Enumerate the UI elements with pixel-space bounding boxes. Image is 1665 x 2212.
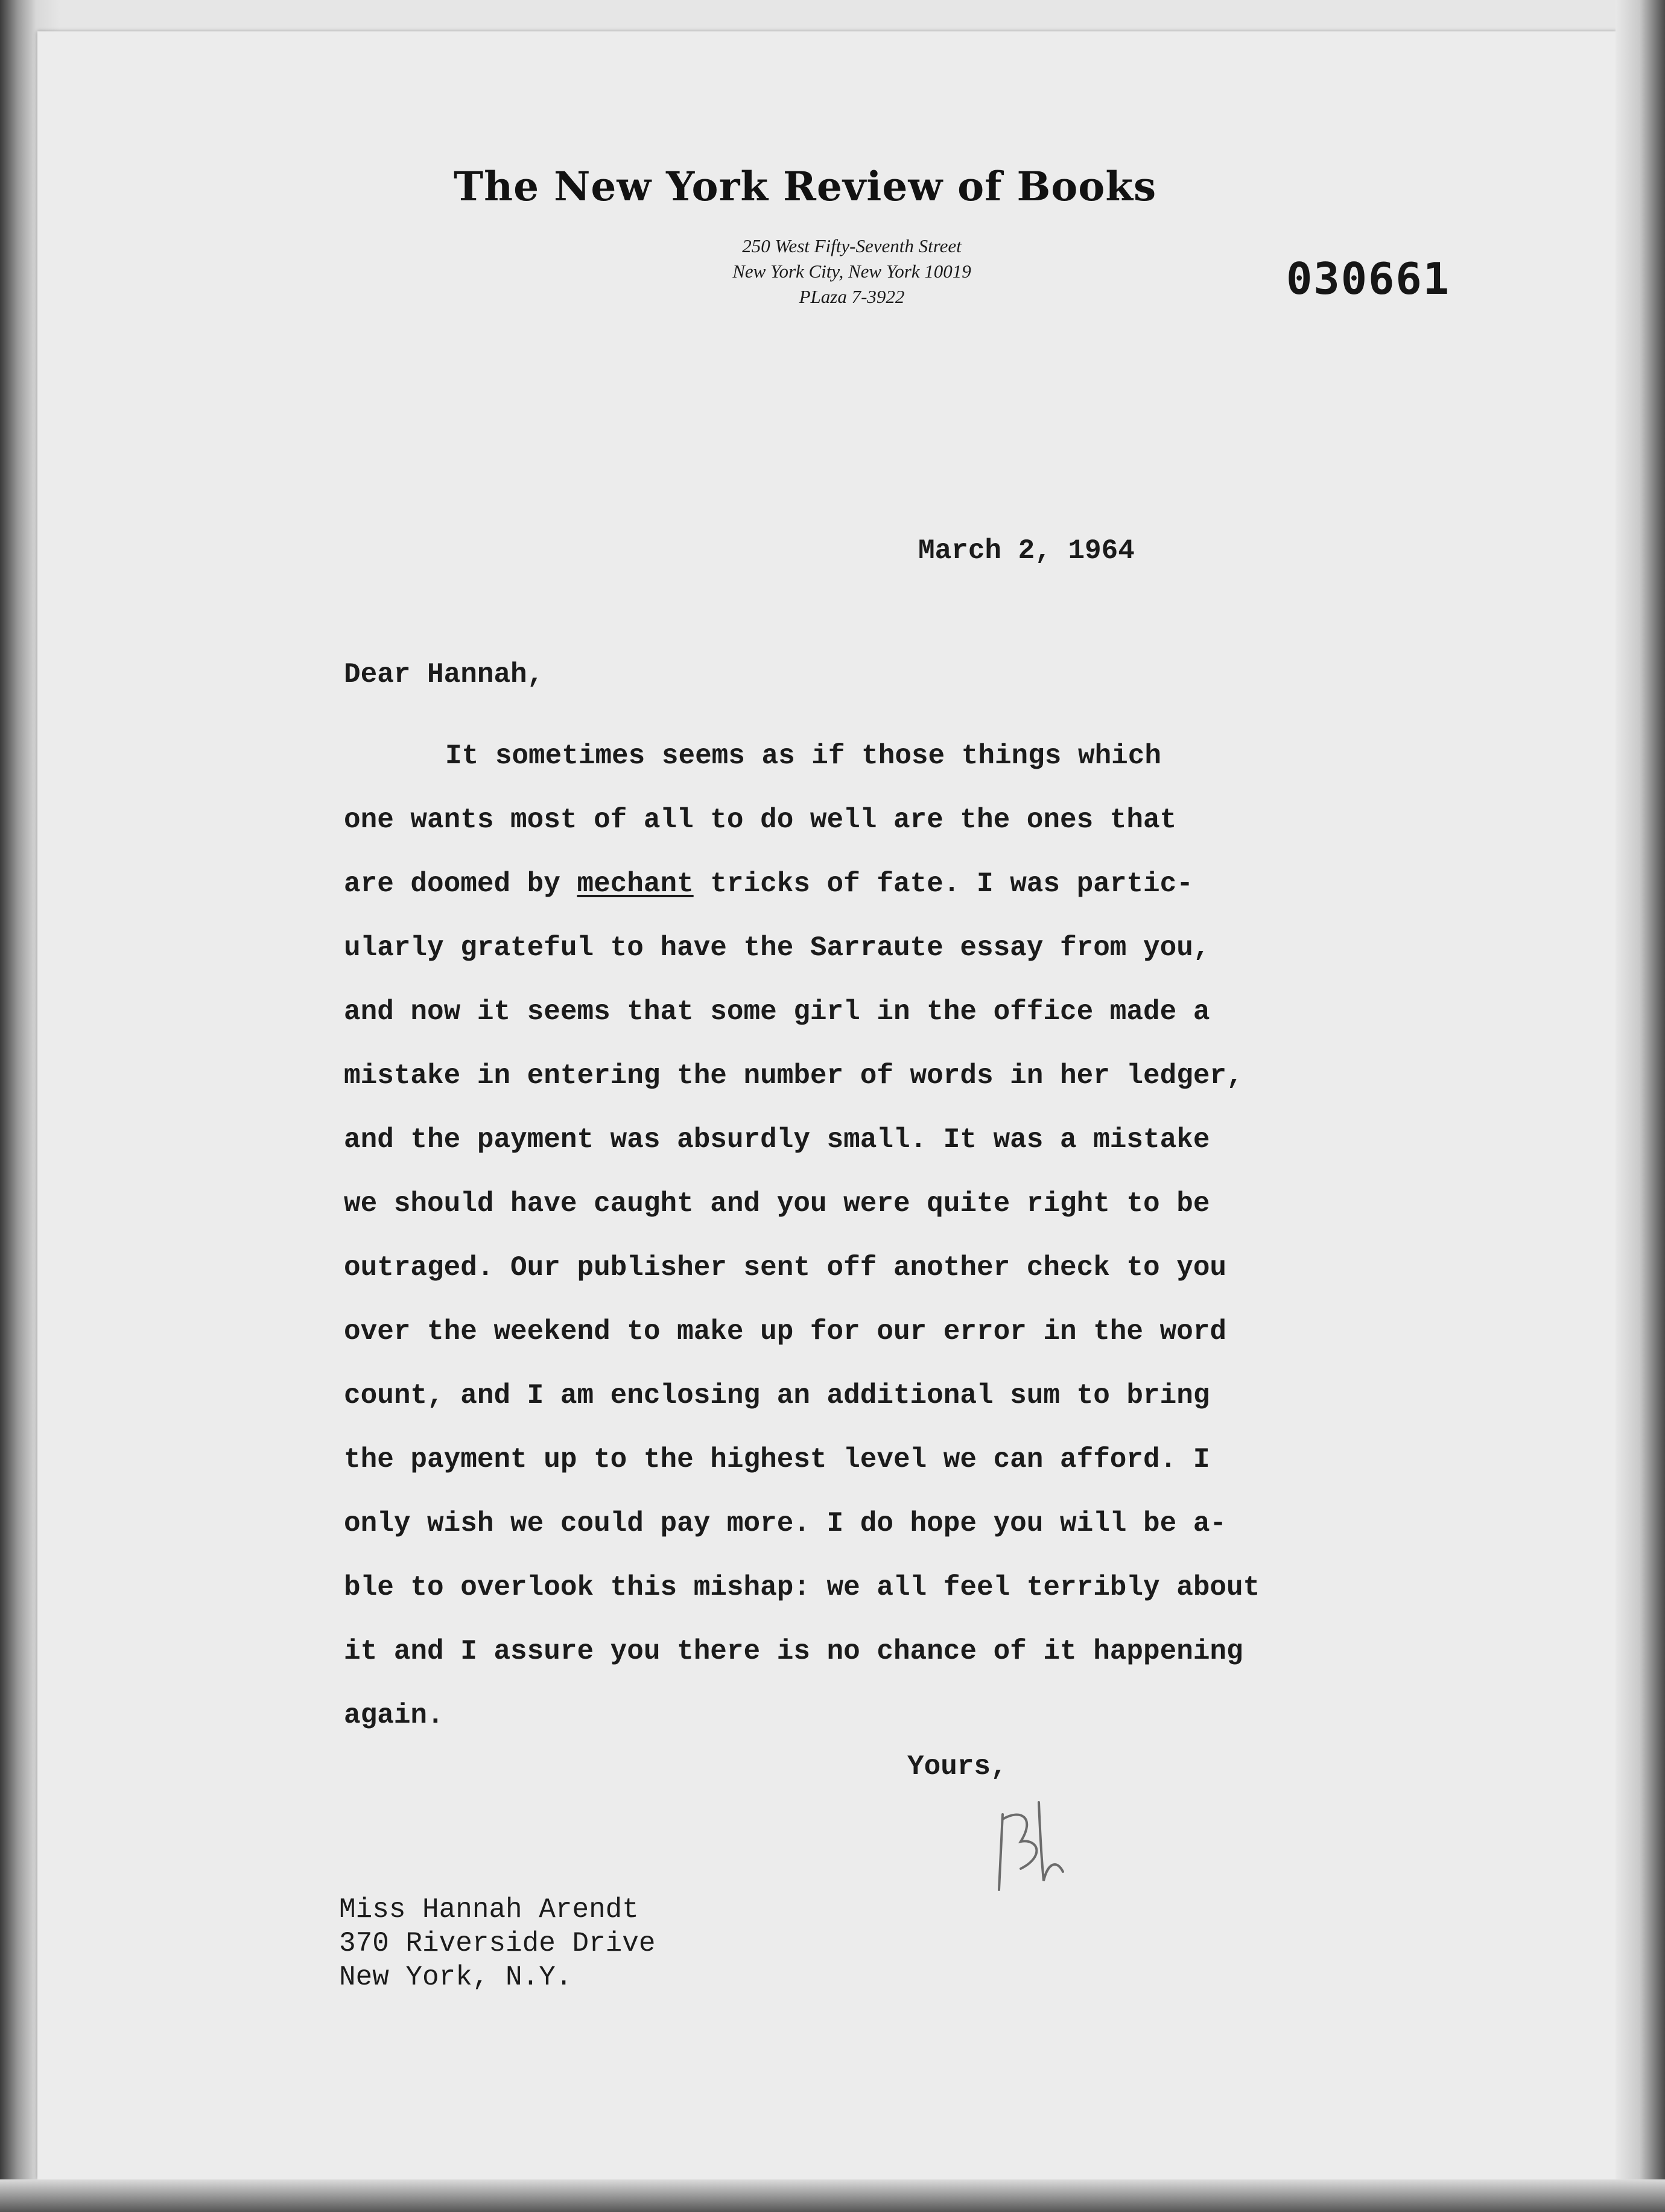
- body-line: over the weekend to make up for our error in the word: [344, 1316, 1227, 1347]
- letter-paper: [37, 31, 1617, 2179]
- address-line: 370 Riverside Drive: [339, 1928, 656, 1959]
- recipient-address: [339, 1893, 656, 1994]
- body-line: and the payment was absurdly small. It was a mistake: [344, 1124, 1210, 1155]
- body-line-fragment: tricks of fate. I was partic-: [710, 868, 1193, 900]
- letterhead-title: The New York Review of Books: [454, 163, 1157, 210]
- scan-edge-shadow: [1616, 0, 1665, 2212]
- letterhead-address-line: 250 West Fifty-Seventh Street: [742, 235, 962, 256]
- letter-body: [344, 724, 1490, 1747]
- salutation: Dear Hannah,: [344, 659, 544, 690]
- body-line: one wants most of all to do well are the ones that: [344, 804, 1177, 836]
- scan-bottom-shadow: [0, 2179, 1665, 2212]
- letterhead-address: [641, 234, 1063, 310]
- body-line: and now it seems that some girl in the office made a: [344, 996, 1210, 1028]
- letterhead-address-line: New York City, New York 10019: [732, 261, 971, 282]
- body-line: only wish we could pay more. I do hope you will be a-: [344, 1508, 1227, 1539]
- underlined-word: mechant: [577, 868, 694, 900]
- body-line-fragment: are doomed by: [344, 868, 560, 900]
- address-line: Miss Hannah Arendt: [339, 1894, 639, 1925]
- address-line: New York, N.Y.: [339, 1962, 572, 1993]
- body-line: mistake in entering the number of words in her ledger,: [344, 1060, 1243, 1092]
- document-number: 030661: [1286, 253, 1451, 304]
- body-line: ble to overlook this mishap: we all feel terribly about: [344, 1572, 1260, 1603]
- body-line: ularly grateful to have the Sarraute essay from you,: [344, 932, 1210, 964]
- body-line: [344, 852, 1490, 916]
- closing: Yours,: [907, 1751, 1007, 1782]
- body-line: outraged. Our publisher sent off another check to you: [344, 1252, 1227, 1283]
- body-line: we should have caught and you were quite right to be: [344, 1188, 1210, 1219]
- body-line: the payment up to the highest level we can afford. I: [344, 1444, 1210, 1475]
- body-line: it and I assure you there is no chance of it happening: [344, 1636, 1243, 1667]
- body-line: again.: [344, 1700, 444, 1731]
- letterhead-address-line: PLaza 7-3922: [799, 286, 905, 307]
- handwritten-signature: [978, 1790, 1081, 1899]
- body-line: It sometimes seems as if those things which: [445, 740, 1161, 772]
- letter-date: March 2, 1964: [918, 535, 1135, 567]
- body-line: count, and I am enclosing an additional sum to bring: [344, 1380, 1210, 1411]
